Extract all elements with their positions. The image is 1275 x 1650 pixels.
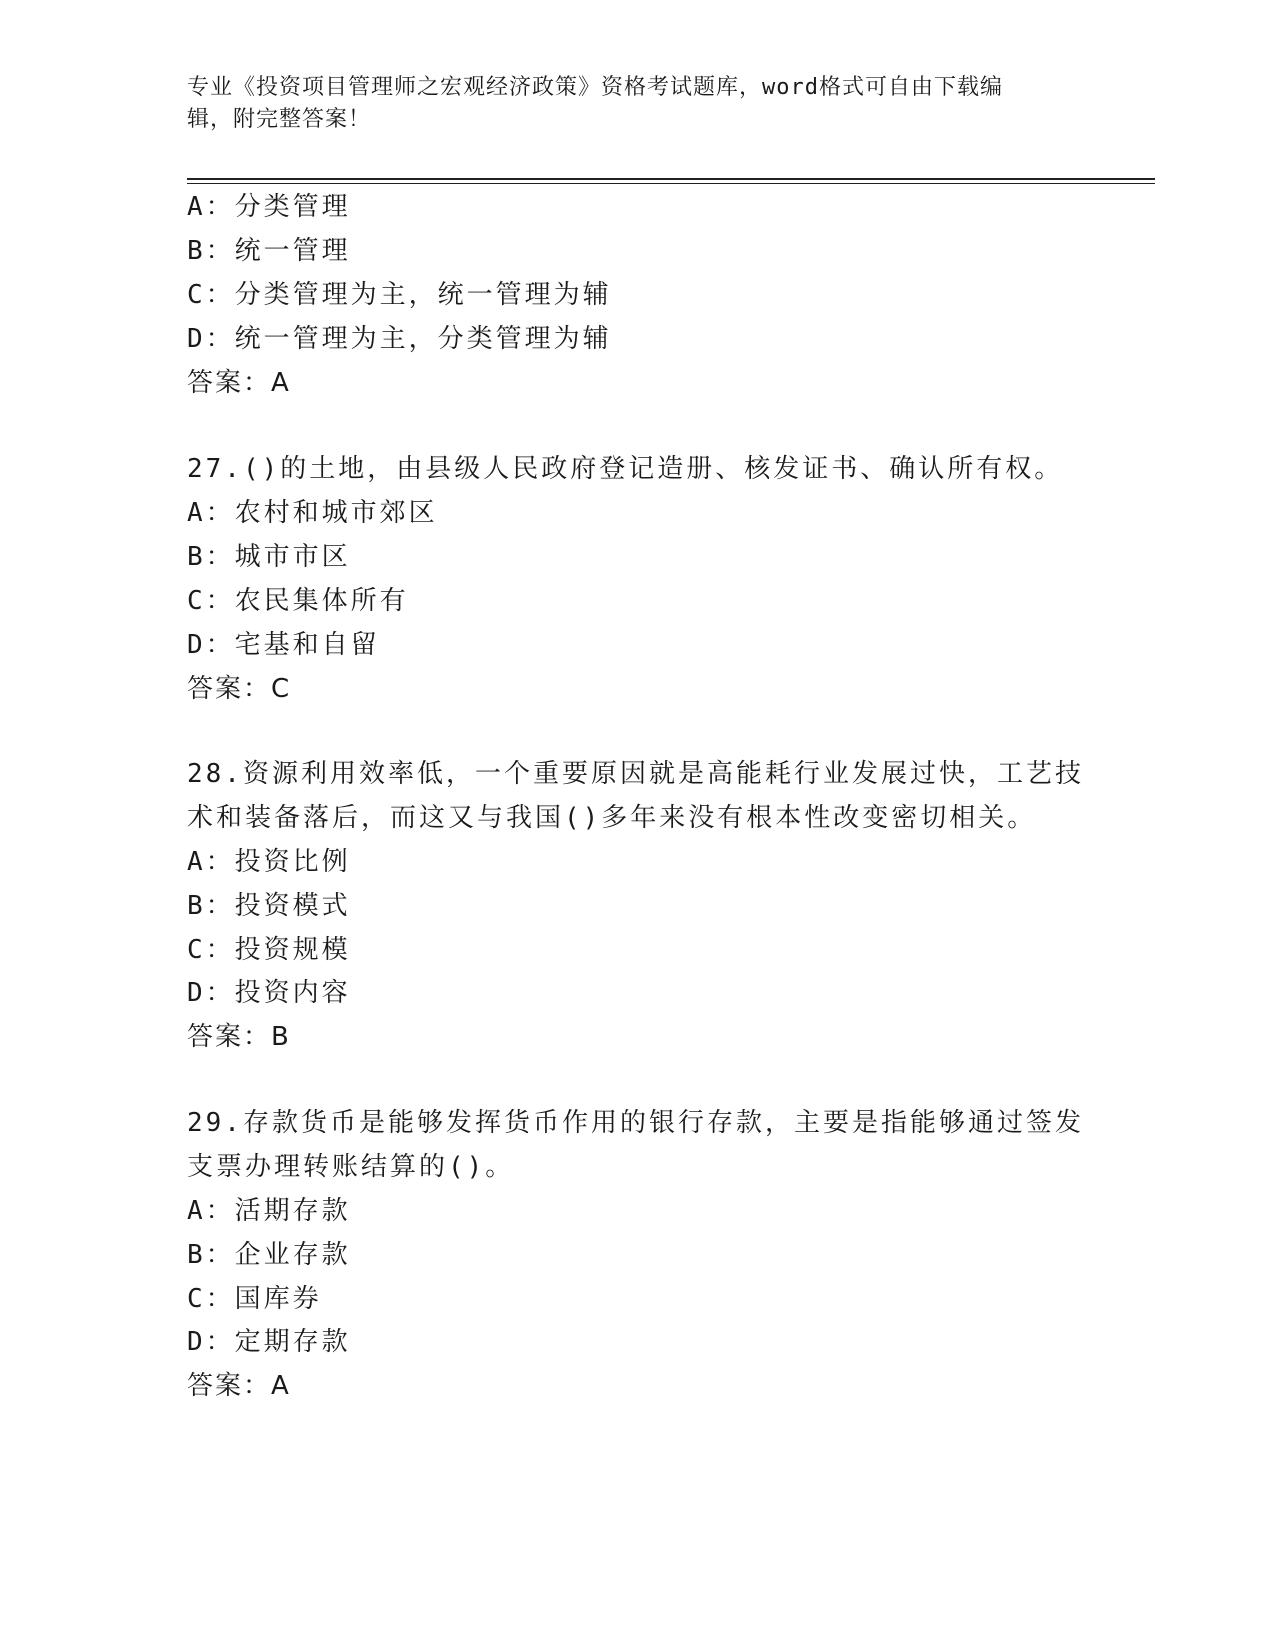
question-stem: 29.存款货币是能够发挥货币作用的银行存款，主要是指能够通过签发 [187, 1108, 1084, 1138]
answer: 答案：A [187, 1371, 291, 1401]
question-stem-cont: 术和装备落后，而这又与我国()多年来没有根本性改变密切相关。 [187, 803, 1037, 833]
answer: 答案：C [187, 674, 292, 704]
option-c: C：国库券 [187, 1284, 322, 1314]
option-a: A：活期存款 [187, 1196, 351, 1226]
answer: 答案：A [187, 368, 291, 398]
option-a: A：农村和城市郊区 [187, 498, 438, 528]
option-c: C：农民集体所有 [187, 586, 409, 616]
option-a: A：投资比例 [187, 847, 351, 877]
header-rule-thin [187, 183, 1155, 184]
document-header [187, 72, 1067, 136]
option-c: C：投资规模 [187, 935, 351, 965]
option-b: B：统一管理 [187, 236, 351, 266]
question-stem: 27.()的土地，由县级人民政府登记造册、核发证书、确认所有权。 [187, 454, 1064, 484]
answer: 答案：B [187, 1022, 291, 1052]
question-stem-cont: 支票办理转账结算的()。 [187, 1152, 515, 1182]
question-stem: 28.资源利用效率低，一个重要原因就是高能耗行业发展过快，工艺技 [187, 759, 1084, 789]
option-d: D：定期存款 [187, 1327, 351, 1357]
header-rule [187, 178, 1155, 180]
header-line-1: 专业《投资项目管理师之宏观经济政策》资格考试题库，word格式可自由下载编 [187, 75, 1003, 100]
option-a: A：分类管理 [187, 192, 351, 222]
header-line-2: 辑，附完整答案！ [187, 107, 372, 132]
option-b: B：城市市区 [187, 542, 351, 572]
option-b: B：企业存款 [187, 1240, 351, 1270]
option-c: C：分类管理为主，统一管理为辅 [187, 280, 612, 310]
option-d: D：统一管理为主，分类管理为辅 [187, 324, 612, 354]
option-d: D：投资内容 [187, 978, 351, 1008]
option-b: B：投资模式 [187, 891, 351, 921]
option-d: D：宅基和自留 [187, 630, 380, 660]
